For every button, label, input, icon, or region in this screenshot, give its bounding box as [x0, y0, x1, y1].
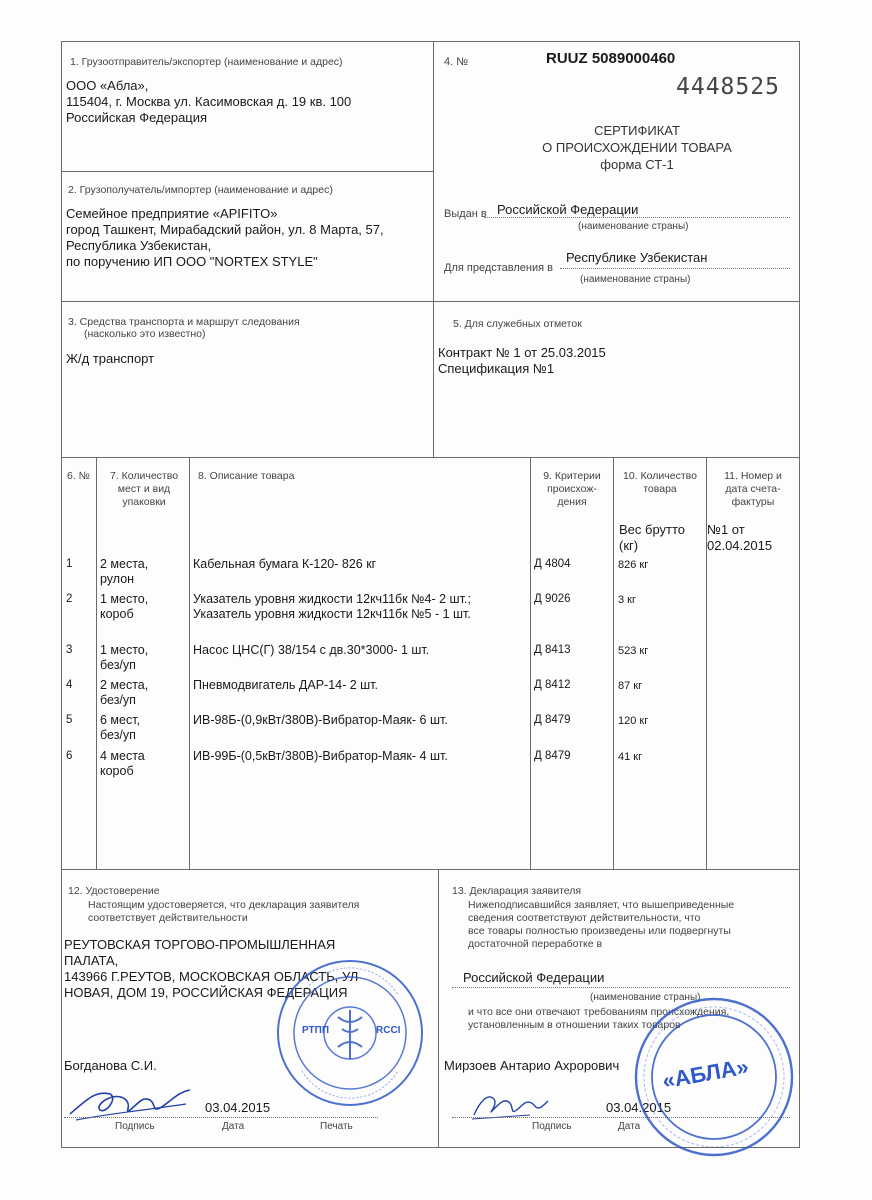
issued-underline: [484, 217, 790, 218]
row-qty: 2 места, рулон: [100, 557, 149, 586]
row-no: 4: [66, 679, 73, 691]
row-desc: Кабельная бумага К-120- 826 кг: [193, 557, 377, 571]
declarant-date: 03.04.2015: [606, 1100, 672, 1115]
col-line-4: [613, 457, 614, 869]
row-desc: Указатель уровня жидкости 12кч11бк №4- 2 шт.; Указатель уровня жидкости 12кч11бк №5 - 1 шт.: [193, 592, 471, 621]
row-no: 2: [66, 593, 73, 605]
header-amount: 10. Количество товара: [623, 470, 697, 495]
col-line-3: [530, 457, 531, 869]
shipper-country: Российская Федерация: [66, 110, 208, 125]
declarant-signer: Мирзоев Антарио Ахрорович: [444, 1058, 620, 1073]
present-label: Для представления в: [444, 262, 553, 274]
issued-country-hint: (наименование страны): [578, 221, 689, 232]
box5-label: 5. Для служебных отметок: [453, 318, 582, 330]
row-amount: 826 кг: [618, 559, 649, 571]
box2-label: 2. Грузополучатель/импортер (наименование и адрес): [68, 184, 333, 196]
certificate-subtitle: О ПРОИСХОЖДЕНИИ ТОВАРА: [542, 140, 732, 155]
row-qty: 4 места короб: [100, 749, 145, 778]
frame-top: [61, 41, 800, 42]
declarant-signature-label: Подпись: [532, 1121, 572, 1132]
row-no: 1: [66, 558, 73, 570]
chamber-sign-line: [64, 1117, 378, 1118]
box13-text2: и что все они отвечают требованиям происхождения, установленным в отношении таких товаров: [468, 1006, 730, 1031]
declaration-country: Российской Федерации: [463, 970, 605, 985]
certificate-number: RUUZ 5089000460: [546, 50, 676, 67]
header-invoice: 11. Номер и дата счета- фактуры: [724, 470, 782, 508]
declarant-signature: [470, 1085, 550, 1125]
chamber-stamp-label: Печать: [320, 1121, 353, 1132]
row-desc: Пневмодвигатель ДАР-14- 2 шт.: [193, 678, 378, 692]
col-line-1: [96, 457, 97, 869]
shipper-address: 115404, г. Москва ул. Касимовская д. 19 кв. 100: [66, 94, 352, 109]
row-criteria: Д 4804: [534, 558, 571, 570]
issued-country: Российской Федерации: [497, 202, 639, 217]
specification-line: Спецификация №1: [438, 361, 555, 376]
row-qty: 1 место, без/уп: [100, 643, 149, 672]
header-desc: 8. Описание товара: [198, 470, 295, 482]
row-qty: 1 место, короб: [100, 592, 149, 621]
box3-label: 3. Средства транспорта и маршрут следования: [68, 316, 300, 328]
row-criteria: Д 8413: [534, 644, 571, 656]
col-line-2: [189, 457, 190, 869]
stamp-right-text: RCCI: [376, 1025, 401, 1036]
divider-bottom-vertical: [438, 869, 439, 1147]
row-qty: 2 места, без/уп: [100, 678, 149, 707]
consignee-country: Республика Узбекистан,: [66, 238, 212, 253]
invoice-value: №1 от 02.04.2015: [707, 522, 773, 553]
header-no: 6. №: [67, 470, 90, 482]
certificate-form: форма СТ-1: [600, 157, 674, 172]
row-amount: 41 кг: [618, 751, 643, 763]
divider-3-table: [61, 457, 800, 458]
chamber-stamp: [272, 955, 428, 1111]
header-qty: 7. Количество мест и вид упаковки: [109, 470, 179, 508]
box1-label: 1. Грузоотправитель/экспортер (наименование и адрес): [70, 56, 343, 68]
divider-table-bottom: [61, 869, 800, 870]
certificate-serial: 4448525: [676, 74, 780, 100]
chamber-name-address: РЕУТОВСКАЯ ТОРГОВО-ПРОМЫШЛЕННАЯ ПАЛАТА, 143966 Г.РЕУТОВ, МОСКОВСКАЯ ОБЛАСТЬ, УЛ НОВАЯ, ДОМ 19, РОССИЙСКАЯ ФЕДЕРАЦИЯ: [64, 937, 359, 1000]
divider-top-vertical: [433, 41, 434, 458]
present-country: Республике Узбекистан: [566, 250, 708, 265]
present-underline: [560, 268, 790, 269]
certificate-title: СЕРТИФИКАТ: [594, 123, 680, 138]
row-no: 3: [66, 644, 73, 656]
declarant-date-label: Дата: [618, 1121, 641, 1132]
row-criteria: Д 8412: [534, 679, 571, 691]
box3-sublabel: (насколько это известно): [84, 328, 206, 340]
box13-text: Нижеподписавшийся заявляет, что вышеприведенные сведения соответствуют действительности, что все товары полностью произведены или подвергнуты достаточной переработке в: [468, 899, 735, 950]
consignee-order: по поручению ИП ООО "NORTEX STYLE": [66, 254, 318, 269]
divider-1-2: [61, 171, 433, 172]
box12-label: 12. Удостоверение: [68, 885, 160, 897]
shipper-name: ООО «Абла»,: [66, 78, 149, 93]
box13-label: 13. Декларация заявителя: [452, 885, 582, 897]
row-amount: 3 кг: [618, 594, 636, 606]
divider-2-3: [61, 301, 800, 302]
header-criteria: 9. Критерии происхож- дения: [543, 470, 601, 508]
row-amount: 120 кг: [618, 715, 649, 727]
row-no: 5: [66, 714, 73, 726]
row-desc: Насос ЦНС(Г) 38/154 с дв.30*3000- 1 шт.: [193, 643, 430, 657]
row-amount: 523 кг: [618, 645, 649, 657]
chamber-signer: Богданова С.И.: [64, 1058, 157, 1073]
company-stamp: [632, 995, 796, 1159]
row-criteria: Д 8479: [534, 714, 571, 726]
box4-number-label: 4. №: [444, 56, 469, 68]
col-line-5: [706, 457, 707, 869]
chamber-date-label: Дата: [222, 1121, 245, 1132]
frame-right: [799, 41, 800, 1148]
row-no: 6: [66, 750, 73, 762]
issued-label: Выдан в: [444, 208, 487, 220]
row-desc: ИВ-98Б-(0,9кВт/380В)-Вибратор-Маяк- 6 шт.: [193, 713, 448, 727]
declaration-country-line: [452, 987, 790, 988]
transport-value: Ж/д транспорт: [66, 351, 155, 366]
chamber-signature-label: Подпись: [115, 1121, 155, 1132]
consignee-address: город Ташкент, Мирабадский район, ул. 8 Марта, 57,: [66, 222, 384, 237]
row-amount: 87 кг: [618, 680, 643, 692]
row-criteria: Д 9026: [534, 593, 571, 605]
row-criteria: Д 8479: [534, 750, 571, 762]
company-stamp-text: «АБЛА»: [660, 1053, 751, 1094]
consignee-name: Семейное предприятие «APIFITO»: [66, 206, 278, 221]
gross-weight-label: Вес брутто (кг): [619, 522, 686, 553]
declaration-country-hint: (наименование страны): [590, 992, 701, 1003]
row-desc: ИВ-99Б-(0,5кВт/380В)-Вибратор-Маяк- 4 шт.: [193, 749, 448, 763]
contract-line: Контракт № 1 от 25.03.2015: [438, 345, 606, 360]
frame-left: [61, 41, 62, 1148]
box12-text: Настоящим удостоверяется, что декларация заявителя соответствует действительности: [88, 899, 360, 924]
present-country-hint: (наименование страны): [580, 274, 691, 285]
stamp-center-text: РТПП: [302, 1025, 330, 1036]
row-qty: 6 мест, без/уп: [100, 713, 141, 742]
chamber-date: 03.04.2015: [205, 1100, 271, 1115]
